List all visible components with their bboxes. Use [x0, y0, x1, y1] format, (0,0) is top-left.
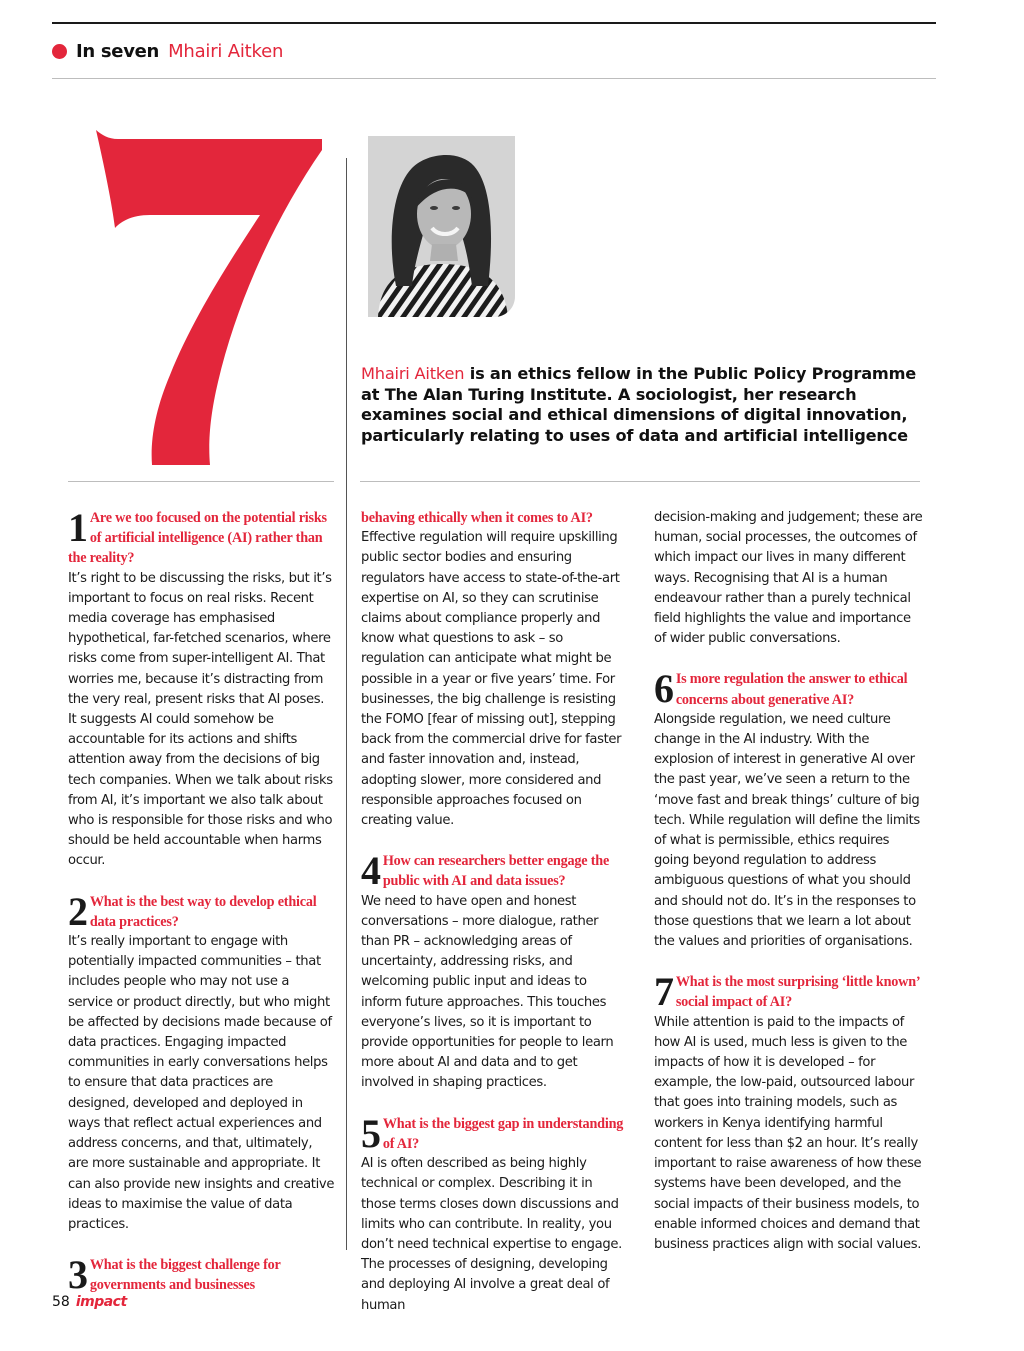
question-2 [68, 888, 336, 934]
question-text-4: How can researchers better engage the public with AI and data issues? [382, 853, 610, 890]
question-4 [361, 848, 627, 894]
text-column-3 [654, 508, 924, 1275]
question-text-6: Is more regulation the answer to ethical concerns about generative AI? [675, 671, 908, 708]
qa-item-3-continued [361, 508, 627, 831]
question-text-1: Are we too focused on the potential risks of artificial intelligence (AI) rather than the reality? [68, 510, 327, 567]
portrait-photo [368, 136, 515, 317]
intro-name: Mhairi Aitken [361, 364, 465, 383]
question-number-2: 2 [68, 888, 88, 934]
qa-item-2 [68, 888, 336, 1235]
big-seven-numeral [52, 120, 342, 470]
page-number: 58 [52, 1294, 70, 1310]
question-7 [654, 969, 924, 1015]
answer-6: Alongside regulation, we need culture change in the AI industry. With the explosion of interest in generative AI over the past year, we’ve seen a return to the ‘move fast and break things’ culture of big tech. While regulation will define the limits of what is permissible, ethics requires going beyond regulation to address ambiguous questions of what you should and should not do. It’s in the responses to those questions that we learn a lot about the values and priorities of organisations. [654, 711, 920, 950]
answer-5-part1: AI is often described as being highly technical or complex. Describing it in those terms closes down discussions and limits who can contribute. In reality, you don’t need technical expertise to engage. The processes of designing, developing and deploying AI involve a great deal of human [361, 1156, 622, 1313]
answer-2: It’s really important to engage with potentially impacted communities – that includes people who may not use a service or product directly, but who might be affected by decisions made because of data practices. Engaging impacted communities in early conversations helps to ensure that data practices are designed, developed and deployed in ways that reflect actual experiences and address concerns, and that, ultimately, are more sustainable and appropriate. It can also provide new insights and creative ideas to maximise the value of data practices. [68, 934, 335, 1232]
qa-item-4 [361, 848, 627, 1093]
question-number-4: 4 [361, 848, 381, 894]
qa-item-5 [361, 1110, 627, 1316]
text-column-2 [361, 508, 627, 1336]
question-number-3: 3 [68, 1252, 88, 1298]
page-footer [52, 1294, 127, 1310]
intro-bio [361, 364, 921, 446]
answer-7: While attention is paid to the impacts of how AI is used, much less is given to the impacts of how it is developed – for example, the low-paid, outsourced labour that goes into training models, such as workers in Kenya identifying harmful content for less than $2 an hour. It’s really important to raise awareness of how these systems have been developed, and the social impacts of their business models, to enable informed choices and demand that business practices align with social values. [654, 1014, 922, 1252]
answer-4: We need to have open and honest conversations – more dialogue, rather than PR – acknowledging areas of uncertainty, addressing risks, and welcoming public input and ideas to inform future approaches. This touches everyone’s lives, so it is important to provide opportunities for people to learn more about AI and data and to get involved in shaping practices. [361, 893, 614, 1091]
qa-item-5-continued [654, 508, 924, 649]
answer-3: Effective regulation will require upskilling public sector bodies and ensuring regulators have access to state-of-the-art expertise on AI, so they can scrutinise claims about compliance properly and know what questions to ask – so regulation can anticipate what might be possible in a year or five years’ time. For businesses, the big challenge is resisting the FOMO [fear of missing out], stepping back from the commercial drive for faster and faster innovation and, instead, adopting slower, more considered and responsible approaches focused on creating value. [361, 530, 622, 829]
column-divider-main [346, 158, 347, 1250]
magazine-logo: impact [75, 1294, 127, 1310]
header-rule [52, 78, 936, 79]
qa-item-6 [654, 666, 924, 952]
qa-item-1 [68, 505, 336, 872]
column-rule-left [68, 481, 334, 482]
question-text-7: What is the most surprising ‘little known’ social impact of AI? [675, 974, 920, 1011]
question-text-3-part1: What is the biggest challenge for governments and businesses [89, 1257, 281, 1294]
question-1 [68, 505, 336, 569]
qa-item-3-start [68, 1252, 336, 1298]
question-number-5: 5 [361, 1110, 381, 1156]
answer-5-part2: decision-making and judgement; these are human, social processes, the outcomes of which impact our lives in many different ways. Recognising that AI is a human endeavour rather than a purely technical field highlights the value and importance of wider public conversations. [654, 510, 923, 647]
section-dot-icon [52, 44, 67, 59]
question-5 [361, 1110, 627, 1156]
question-text-5: What is the biggest gap in understanding of AI? [382, 1115, 624, 1152]
section-interviewee-name: Mhairi Aitken [168, 40, 284, 62]
question-number-7: 7 [654, 969, 674, 1015]
question-number-6: 6 [654, 666, 674, 712]
question-3-continued: behaving ethically when it comes to AI? [361, 510, 593, 526]
section-header [52, 38, 283, 64]
intro-text: is an ethics fellow in the Public Policy Programme at The Alan Turing Institute. A sociologist, her research examines social and ethical dimensions of digital innovation, particularly relating to uses of data and artificial intelligence [361, 364, 917, 445]
qa-item-7 [654, 969, 924, 1255]
question-3 [68, 1252, 336, 1298]
section-label: In seven [76, 40, 160, 62]
text-column-1 [68, 505, 336, 1316]
question-number-1: 1 [68, 505, 88, 550]
answer-1: It’s right to be discussing the risks, but it’s important to focus on real risks. Recent media coverage has emphasised hypothetical, far-fetched scenarios, where risks come from super-intelligent AI. That worries me, because it’s distracting from the very real, present risks that AI poses. It suggests AI could somehow be accountable for its actions and shifts attention away from the decisions of big tech companies. When we talk about risks from AI, it’s important we also talk about who is responsible for those risks and who should be held accountable when harms occur. [68, 570, 333, 869]
question-text-2: What is the best way to develop ethical data practices? [89, 893, 317, 930]
question-6 [654, 666, 924, 712]
top-rule [52, 22, 936, 24]
column-rule-right [360, 481, 920, 482]
